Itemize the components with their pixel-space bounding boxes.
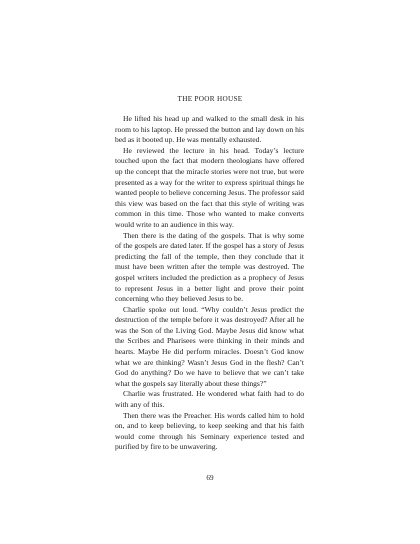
paragraph: Charlie spoke out loud. “Why couldn’t Jesus predict the destruction of the temple before it was destroyed? After all he was the Son of the Living God. Maybe Jesus did know what the Scribes and Pharisees were thinking in their minds and hearts. Maybe He did perform miracles. Doesn’t God know what we are thinking? Wasn’t Jesus God in the flesh? Can’t God do anything? Do we have to believe that we can’t take what the gospels say literally about these things?” bbox=[115, 304, 304, 388]
running-head: THE POOR HOUSE bbox=[177, 95, 243, 103]
body-text bbox=[115, 114, 304, 453]
paragraph: Then there was the Preacher. His words called him to hold on, and to keep believing, to keep seeking and that his faith would come through his Seminary experience tested and purified by fire to be unwavering. bbox=[115, 410, 304, 452]
paragraph: Then there is the dating of the gospels. That is why some of the gospels are dated later. If the gospel has a story of Jesus predicting the fall of the temple, then they conclude that it must have been written after the temple was destroyed. The gospel writers included the prediction as a prophecy of Jesus to represent Jesus in a better light and prove their point concerning who they believed Jesus to be. bbox=[115, 230, 304, 304]
paragraph: He lifted his head up and walked to the small desk in his room to his laptop. He pressed the button and lay down on his bed as it booted up. He was mentally exhausted. bbox=[115, 114, 304, 145]
paragraph: Charlie was frustrated. He wondered what faith had to do with any of this. bbox=[115, 389, 304, 410]
paragraph: He reviewed the lecture in his head. Today’s lecture touched upon the fact that modern theologians have offered up the concept that the miracle stories were not true, but were presented as a way for the writer to express spiritual things he wanted people to believe concerning Jesus. The professor said this view was based on the fact that this style of writing was common in this time. Those who wanted to make converts would write to an audience in this way. bbox=[115, 145, 305, 229]
page-number: 69 bbox=[206, 474, 214, 482]
